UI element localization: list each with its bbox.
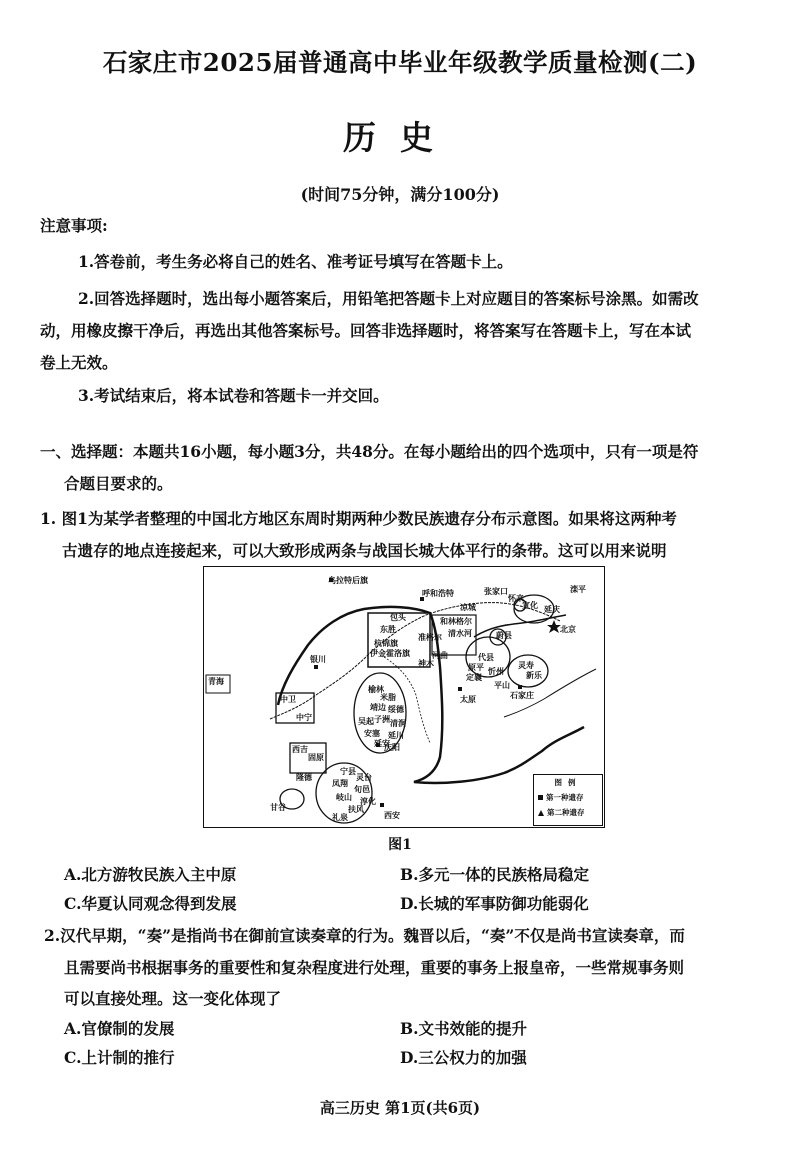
exam-title: 石家庄市2025届普通高中毕业年级教学质量检测(二) [102, 48, 698, 77]
map-label-yanchuan: 延川 [388, 731, 404, 740]
map-label-jingbian: 靖边 [370, 703, 386, 712]
map-label-qinghai: 青海 [208, 677, 224, 686]
map-label-pingshan: 平山 [494, 681, 510, 690]
map-label-xuanhua: 宣化 [522, 601, 538, 610]
city-marker-taiyuan [458, 687, 462, 691]
figure-caption: 图1 [388, 837, 412, 853]
square-symbol-icon [538, 795, 543, 800]
map-label-zhongwei: 中卫 [280, 695, 296, 704]
map-label-daixian: 代县 [478, 653, 494, 662]
notice-item-2-line-3: 卷上无效。 [40, 353, 118, 372]
map-label-lingtai: 灵台 [356, 773, 372, 782]
legend-item-first-label: 第一种遗存 [546, 793, 584, 802]
map-label-wulate: 乌拉特后旗 [328, 576, 368, 585]
city-marker-yinchuan [314, 665, 318, 669]
legend-title: 图例 [554, 778, 582, 787]
map-label-yijinhuoluo: 伊金霍洛旗 [370, 649, 410, 658]
q2-option-a: A.官僚制的发展 [64, 1019, 175, 1038]
triangle-symbol-icon [538, 810, 544, 816]
map-label-huhehaote: 呼和浩特 [422, 589, 454, 598]
map-label-fengxiang: 凤翔 [332, 779, 348, 788]
page-footer: 高三历史 第1页(共6页) [319, 1099, 481, 1117]
map-label-zhunge: 准格尔 [418, 633, 442, 642]
q2-stem-line-1: 2.汉代早期，“奏”是指尚书在御前宣读奏章的行为。魏晋以后，“奏”不仅是尚书宣读奏章，而 [44, 926, 685, 945]
map-label-guyuan: 固原 [308, 753, 324, 762]
q1-option-d: D.长城的军事防御功能弱化 [400, 894, 589, 913]
map-label-ningxian: 宁县 [340, 767, 356, 776]
q2-stem-line-3: 可以直接处理。这一变化体现了 [64, 989, 282, 1008]
q2-option-d: D.三公权力的加强 [400, 1048, 527, 1067]
map-label-dongsheng: 东胜 [380, 625, 396, 634]
subject-title: 历史 [343, 118, 457, 157]
ancient-sites-map [203, 566, 605, 828]
q1-stem-line-2: 古遗存的地点连接起来，可以大致形成两条与战国长城大体平行的条带。这可以用来说明 [62, 541, 667, 560]
map-label-hangjinqi: 杭锦旗 [374, 639, 398, 648]
q2-option-c: C.上计制的推行 [64, 1048, 175, 1067]
map-label-mizhi: 米脂 [380, 693, 396, 702]
map-label-xiji: 西吉 [292, 745, 308, 754]
legend-item-first [538, 792, 602, 803]
map-label-longde: 隆德 [296, 773, 312, 782]
q1-option-b: B.多元一体的民族格局稳定 [400, 865, 589, 884]
q2-option-b: B.文书效能的提升 [400, 1019, 527, 1038]
map-label-zhongning: 中宁 [296, 713, 312, 722]
q1-option-c: C.华夏认同观念得到发展 [64, 894, 237, 913]
map-label-huailai: 怀来 [508, 594, 524, 603]
map-legend [533, 774, 603, 826]
section-1-heading: 一、选择题：本题共16小题，每小题3分，共48分。在每小题给出的四个选项中，只有一项是符 [40, 442, 699, 461]
notice-item-2-line-2: 动，用橡皮擦干净后，再选出其他答案标号。回答非选择题时，将答案写在答题卡上，写在本试 [40, 321, 692, 340]
notice-item-3: 3.考试结束后，将本试卷和答题卡一并交回。 [78, 386, 389, 405]
map-label-fufeng: 扶风 [348, 805, 364, 814]
map-label-zizhou: 子洲 [374, 715, 390, 724]
map-label-qingyang: 庆阳 [384, 743, 400, 752]
q1-option-a: A.北方游牧民族入主中原 [64, 865, 237, 884]
map-label-qingjian: 清涧 [390, 719, 406, 728]
city-marker-shijiazhuang [518, 685, 522, 689]
map-label-beijing: 北京 [560, 625, 576, 634]
notice-item-1: 1.答卷前，考生务必将自己的姓名、准考证号填写在答题卡上。 [78, 252, 513, 271]
map-label-xinle: 新乐 [526, 671, 542, 680]
time-note: (时间75分钟，满分100分) [300, 185, 500, 204]
map-label-helinge: 和林格尔 [440, 617, 472, 626]
map-label-yanqing: 延庆 [544, 605, 560, 614]
map-label-shenmu: 神木 [418, 659, 434, 668]
q1-stem-line-1: 1. 图1为某学者整理的中国北方地区东周时期两种少数民族遗存分布示意图。如果将这两种考 [40, 509, 677, 528]
map-label-xunyi: 旬邑 [354, 785, 370, 794]
map-label-luanping: 滦平 [570, 585, 586, 594]
legend-item-second [538, 807, 602, 818]
map-label-xinzhou: 忻州 [488, 667, 504, 676]
map-label-wuqi: 吴起 [358, 717, 374, 726]
map-label-anse: 安塞 [364, 729, 380, 738]
map-label-dingxiang: 定襄 [466, 673, 482, 682]
map-label-taiyuan: 太原 [460, 695, 476, 704]
map-label-qishan: 岐山 [336, 793, 352, 802]
notice-heading: 注意事项: [40, 216, 108, 235]
map-label-yanan: 延安 [374, 739, 390, 748]
map-label-zhangjiakou: 张家口 [484, 587, 508, 596]
map-label-xian: 西安 [384, 811, 400, 820]
notice-item-2-line-1: 2.回答选择题时，选出每小题答案后，用铅笔把答题卡上对应题目的答案标号涂黑。如需改 [78, 289, 699, 308]
legend-item-second-label: 第二种遗存 [547, 808, 585, 817]
city-marker-xian [380, 803, 384, 807]
map-label-yuxian: 蔚县 [496, 631, 512, 640]
map-label-hequ: 河曲 [432, 651, 448, 660]
map-label-yulin: 榆林 [368, 685, 384, 694]
map-label-yuanping: 原平 [468, 663, 484, 672]
map-label-chunhua: 淳化 [360, 797, 376, 806]
map-label-suide: 绥德 [388, 705, 404, 714]
map-label-lingshou: 灵寿 [518, 661, 534, 670]
map-label-liangcheng: 凉城 [460, 603, 476, 612]
map-label-baotou: 包头 [390, 613, 406, 622]
city-marker-beijing [547, 620, 561, 633]
map-label-yinchuan: 银川 [310, 655, 326, 664]
q2-stem-line-2: 且需要尚书根据事务的重要性和复杂程度进行处理，重要的事务上报皇帝，一些常规事务则 [64, 958, 685, 977]
map-label-liquan: 礼泉 [332, 813, 348, 822]
map-label-gangu: 甘谷 [270, 803, 286, 812]
map-label-shijiazhuang: 石家庄 [510, 691, 534, 700]
section-1-heading-line-2: 合题目要求的。 [64, 474, 173, 493]
map-label-qingshuihe: 清水河 [448, 629, 472, 638]
